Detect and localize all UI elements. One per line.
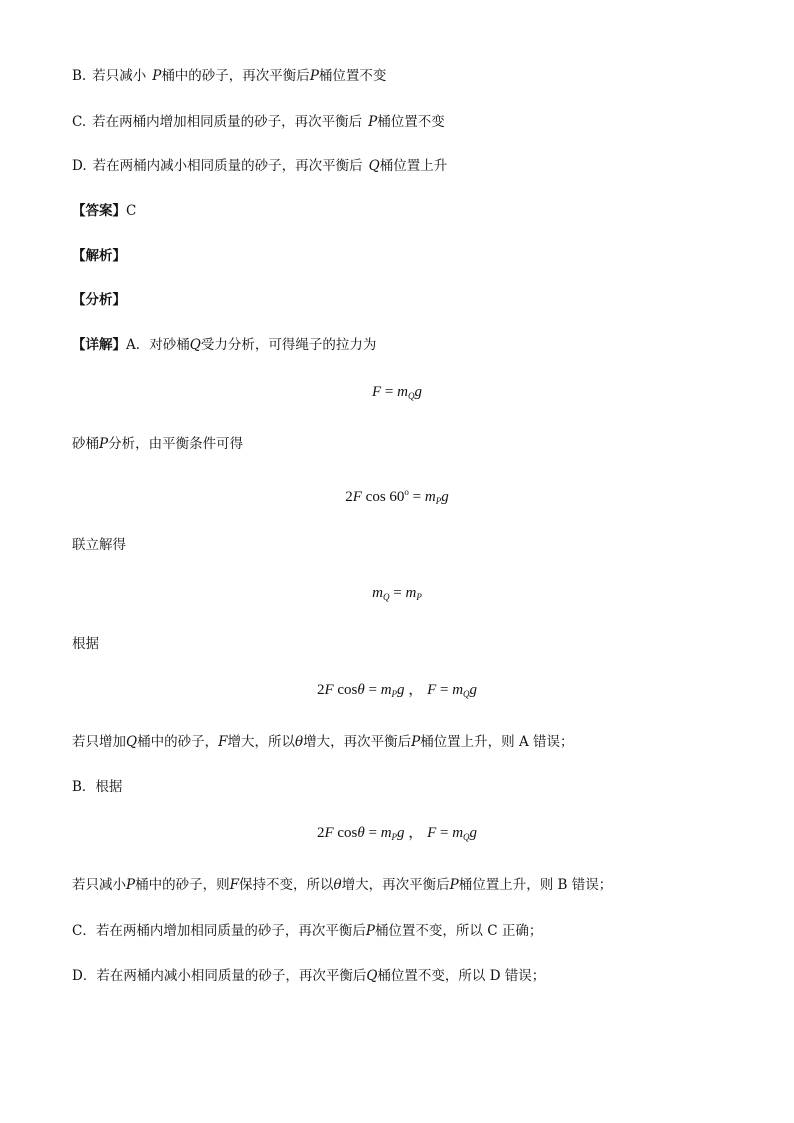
math-subscript: P: [435, 496, 442, 506]
option-text: 若只减小: [92, 68, 147, 84]
option-text: 桶中的砂子，再次平衡后: [161, 68, 310, 84]
variable: F: [218, 734, 228, 750]
math-symbol: g: [469, 825, 478, 841]
variable: P: [449, 877, 459, 893]
math-symbol: g: [414, 384, 422, 400]
math-symbol: =: [384, 384, 394, 400]
text: 根据: [72, 636, 99, 652]
variable: θ: [294, 734, 304, 750]
math-symbol: m: [372, 585, 384, 601]
option-b: [72, 67, 386, 85]
math-symbol: m: [452, 825, 464, 841]
math-symbol: F: [372, 384, 382, 400]
fenxi-tag: 【分析】: [72, 292, 126, 308]
b-conclusion: [72, 876, 612, 894]
math-symbol: m: [380, 825, 392, 841]
math-subscript: P: [391, 689, 398, 699]
math-symbol: 2: [316, 682, 325, 698]
math-symbol: ，: [408, 682, 424, 698]
variable: P: [368, 114, 378, 130]
math-subscript: Q: [383, 592, 390, 602]
analysis-heading: [72, 247, 126, 265]
variable: P: [152, 68, 162, 84]
option-d: [72, 157, 447, 175]
variable: P: [309, 68, 319, 84]
math-symbol: g: [441, 489, 449, 505]
text: 增大，所以: [227, 734, 295, 750]
math-symbol: g: [397, 682, 405, 698]
text: 分析，由平衡条件可得: [108, 436, 244, 452]
math-symbol: =: [368, 682, 377, 698]
variable: Q: [189, 337, 201, 353]
math-symbol: g: [469, 682, 478, 698]
equation-4: [0, 680, 794, 704]
math-function: cos: [365, 489, 386, 505]
text: B．根据: [72, 779, 123, 795]
math-symbol: m: [405, 585, 417, 601]
math-function: cos: [337, 682, 358, 698]
text: 联立解得: [72, 537, 126, 553]
answer-value: C: [126, 203, 137, 219]
according-line: [72, 635, 99, 653]
math-symbol: F: [324, 825, 334, 841]
detail-tag: 【详解】: [72, 337, 126, 353]
text: 桶中的砂子，: [137, 734, 219, 750]
text: 增大，再次平衡后: [341, 877, 450, 893]
math-symbol: m: [397, 384, 408, 400]
math-subscript: P: [391, 832, 398, 842]
option-text: 若在两桶内减小相同质量的砂子，再次平衡后: [92, 158, 363, 174]
math-symbol: m: [380, 682, 392, 698]
analysis-tag: 【解析】: [72, 248, 126, 264]
text: 增大，再次平衡后: [303, 734, 412, 750]
c-conclusion: [72, 922, 542, 940]
text: 桶位置上升，则 A 错误；: [420, 734, 574, 750]
a-conclusion: [72, 733, 574, 751]
solve-line: [72, 536, 126, 554]
math-subscript: Q: [463, 832, 470, 842]
option-text: 桶位置上升: [379, 158, 448, 174]
math-symbol: F: [352, 489, 362, 505]
equation-5: [0, 823, 794, 847]
math-subscript: Q: [407, 391, 415, 401]
text: D．若在两桶内减小相同质量的砂子，再次平衡后: [72, 968, 367, 984]
math-superscript: o: [404, 487, 409, 497]
math-symbol: m: [452, 682, 464, 698]
answer-tag: 【答案】: [72, 203, 126, 219]
math-symbol: =: [439, 682, 449, 698]
option-text: 桶位置不变: [377, 114, 445, 130]
math-symbol: g: [397, 825, 405, 841]
option-c: [72, 113, 445, 131]
variable: F: [229, 877, 239, 893]
math-symbol: =: [439, 825, 449, 841]
text: A．对砂桶: [126, 337, 190, 353]
variable: P: [126, 877, 136, 893]
math-subscript: P: [416, 592, 422, 602]
math-symbol: F: [324, 682, 334, 698]
math-symbol: F: [427, 682, 437, 698]
equation-1: [0, 382, 794, 406]
math-symbol: ，: [408, 825, 424, 841]
option-label: D.: [72, 158, 87, 174]
variable: Q: [368, 158, 380, 174]
math-symbol: =: [412, 489, 422, 505]
variable: θ: [333, 877, 342, 893]
text: 保持不变，所以: [238, 877, 334, 893]
variable: Q: [126, 734, 138, 750]
b-heading: [72, 778, 122, 796]
text: 桶中的砂子，则: [135, 877, 230, 893]
option-text: 若在两桶内增加相同质量的砂子，再次平衡后: [92, 114, 363, 130]
math-symbol: m: [424, 489, 436, 505]
answer-line: [72, 202, 136, 220]
text: 桶位置不变，所以 D 错误；: [377, 968, 546, 984]
text: 若只增加: [72, 734, 126, 750]
text: 若只减小: [72, 877, 126, 893]
equation-3: [0, 583, 794, 607]
variable: P: [411, 734, 421, 750]
p-analysis-line: [72, 435, 243, 453]
text: 砂桶: [72, 436, 99, 452]
option-label: C.: [72, 114, 87, 130]
math-symbol: 2: [316, 825, 325, 841]
equation-2: [0, 482, 794, 511]
variable: P: [365, 923, 375, 939]
d-conclusion: [72, 967, 545, 985]
text: 桶位置不变，所以 C 正确；: [374, 923, 543, 939]
option-text: 桶位置不变: [318, 68, 387, 84]
math-subscript: Q: [463, 689, 470, 699]
math-symbol: =: [368, 825, 377, 841]
math-symbol: F: [427, 825, 437, 841]
math-symbol: 2: [345, 489, 353, 505]
variable: Q: [366, 968, 378, 984]
math-symbol: 60: [389, 489, 405, 505]
math-symbol: θ: [357, 682, 365, 698]
math-symbol: =: [393, 585, 402, 601]
option-label: B.: [72, 68, 87, 84]
math-symbol: θ: [357, 825, 365, 841]
text: 桶位置上升，则 B 错误；: [458, 877, 613, 893]
text: 受力分析，可得绳子的拉力为: [200, 337, 377, 353]
math-function: cos: [337, 825, 358, 841]
detail-a-intro: [72, 336, 376, 354]
fenxi-heading: [72, 291, 126, 309]
text: C．若在两桶内增加相同质量的砂子，再次平衡后: [72, 923, 366, 939]
variable: P: [99, 436, 109, 452]
